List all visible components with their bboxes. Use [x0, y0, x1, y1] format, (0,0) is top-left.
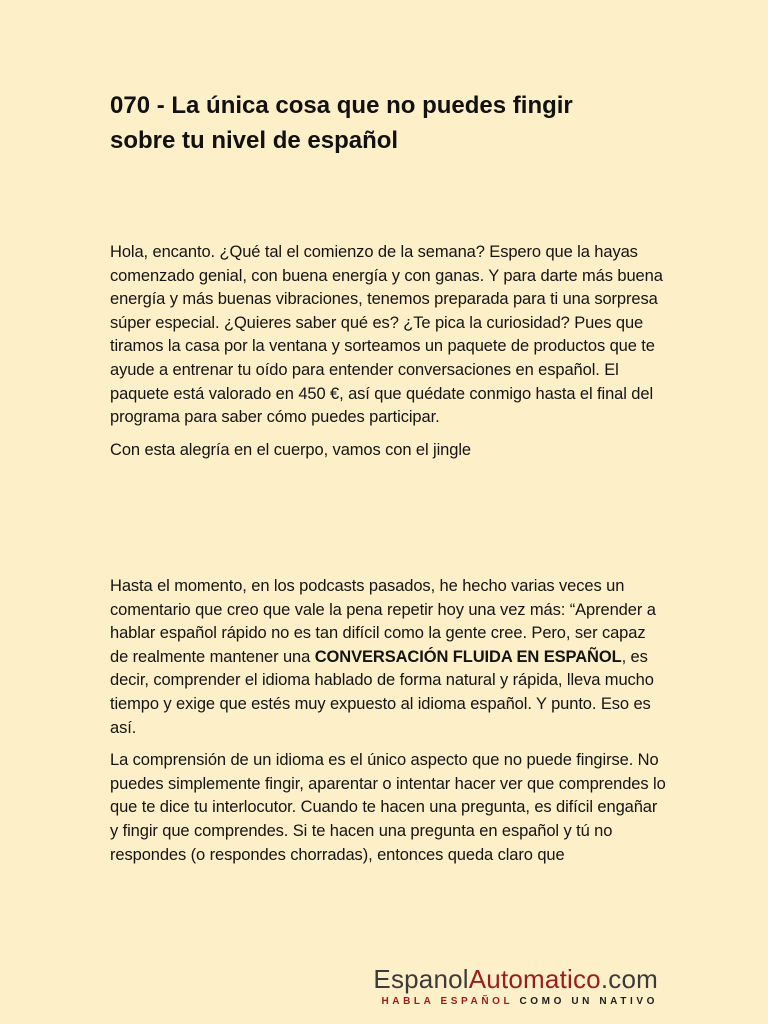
- document-page: [110, 0, 670, 1024]
- intro-paragraph: Hola, encanto. ¿Qué tal el comienzo de la semana? Espero que la hayas comenzado genial, con buena energía y con ganas. Y para darte más buena energía y más buenas vibraciones, tenemos preparada para ti una sorpresa súper especial. ¿Quieres saber qué es? ¿Te pica la curiosidad? Pues que tiramos la casa por la ventana y sorteamos un paquete de productos que te ayude a entrenar tu oído para entender conversaciones en español. El paquete está valorado en 450 €, así que quédate conmigo hasta el final del programa para saber cómo puedes participar.: [110, 243, 663, 427]
- tagline-part-1: HABLA ESPAÑOL: [381, 996, 514, 1007]
- logo-part-1: Espanol: [373, 964, 469, 994]
- logo-part-2: Automatico: [468, 964, 601, 994]
- tagline-part-2: COMO UN NATIVO: [519, 996, 658, 1007]
- logo-part-3: .com: [600, 964, 658, 994]
- paragraph-text-start: Hasta el momento, en los podcasts pasados, he hecho varias veces un comentario que creo que vale la pena repetir hoy una vez más: “Aprender a hablar español rápido no es tan difícil como la gente cree. Pero, ser capaz de realmente mantener una: [110, 577, 656, 666]
- main-paragraph-1: [110, 575, 666, 740]
- title-line-1: 070 - La única cosa que no puedes fingir: [110, 92, 573, 119]
- brand-logo: [373, 964, 658, 1009]
- paragraph-text-end: , es decir, comprender el idioma hablado de forma natural y rápida, lleva mucho tiempo y exige que estés muy expuesto al idioma español. Y punto. Eso es así.: [110, 647, 654, 737]
- logo-wordmark: [373, 964, 658, 994]
- title-line-2: sobre tu nivel de español: [110, 127, 399, 154]
- jingle-paragraph: Con esta alegría en el cuerpo, vamos con el jingle: [110, 440, 471, 459]
- main-paragraph-2: La comprensión de un idioma es el único aspecto que no puede fingirse. No puedes simplemente fingir, aparentar o intentar hacer ver que comprendes lo que te dice tu interlocutor. Cuando te hacen una pregunta, es difícil engañar y fingir que comprendes. Si te hacen una pregunta en español y tú no respondes (o respondes chorradas), entonces queda claro que: [110, 751, 666, 864]
- emphasized-phrase: CONVERSACIÓN FLUIDA EN ESPAÑOL: [314, 647, 622, 666]
- logo-tagline: [373, 995, 658, 1009]
- document-title: [110, 88, 670, 158]
- intro-section: [110, 241, 666, 471]
- main-section: [110, 575, 666, 876]
